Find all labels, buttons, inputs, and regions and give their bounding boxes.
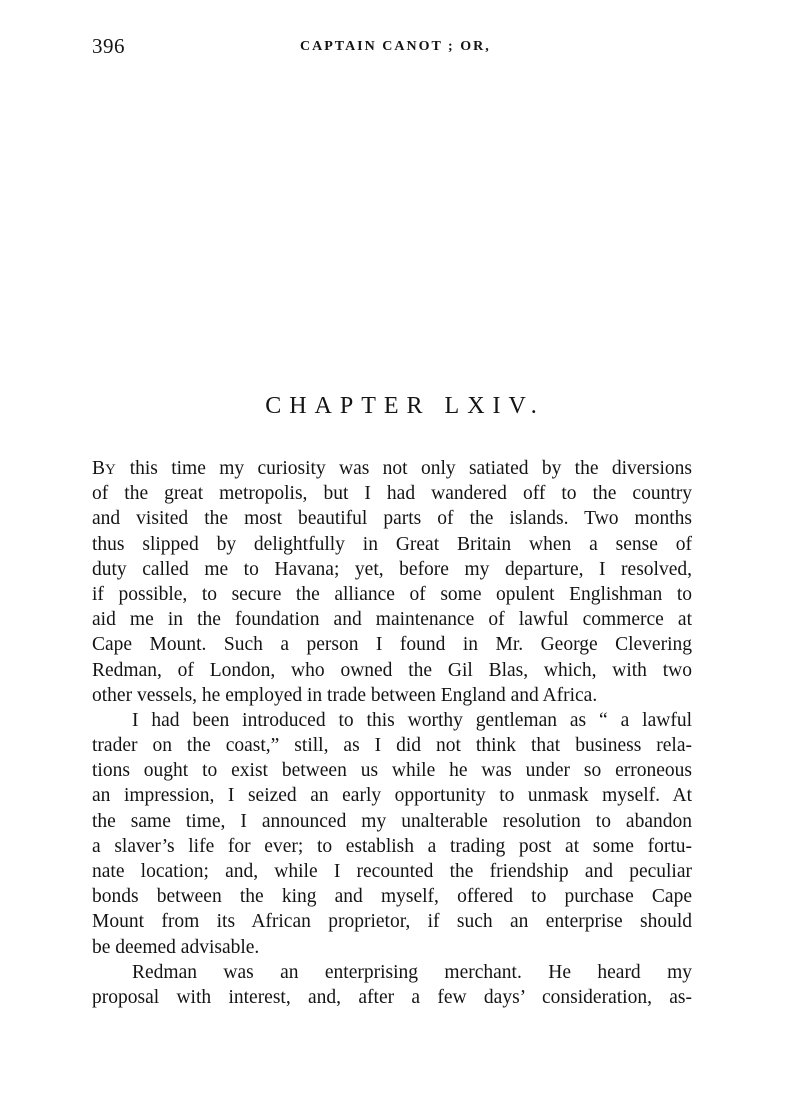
text-line: an impression, I seized an early opportunity to unmask myself. At — [92, 785, 692, 807]
text-line: proposal with interest, and, after a few days’ consideration, as- — [92, 986, 692, 1008]
text-line: Mount from its African proprietor, if such an enterprise should — [92, 911, 692, 933]
text-line: trader on the coast,” still, as I did not think that business rela- — [92, 735, 692, 757]
text-line: if possible, to secure the alliance of some opulent Englishman to — [92, 583, 692, 605]
text-line: aid me in the foundation and maintenance of lawful commerce at — [92, 609, 692, 631]
text-line: thus slipped by delightfully in Great Britain when a sense of — [92, 533, 692, 555]
text-line: tions ought to exist between us while he was under so erroneous — [92, 760, 692, 782]
text-line: I had been introduced to this worthy gentleman as “ a lawful — [132, 709, 692, 731]
text-line: the same time, I announced my unalterable resolution to abandon — [92, 810, 692, 832]
text-line: of the great metropolis, but I had wandered off to the country — [92, 483, 692, 505]
text-line: Redman was an enterprising merchant. He heard my — [132, 961, 692, 983]
text-line: duty called me to Havana; yet, before my departure, I resolved, — [92, 558, 692, 580]
text-line: and visited the most beautiful parts of the islands. Two months — [92, 508, 692, 530]
text-line: bonds between the king and myself, offered to purchase Cape — [92, 886, 692, 908]
text-line: be deemed advisable. — [92, 936, 260, 958]
drop-initial: B — [92, 458, 106, 479]
text-line: a slaver’s life for ever; to establish a trading post at some fortu- — [92, 835, 692, 857]
text-line: other vessels, he employed in trade between England and Africa. — [92, 684, 598, 706]
line-text: this time my curiosity was not only satiated by the diversions — [116, 458, 692, 479]
small-caps: Y — [105, 462, 117, 478]
running-head: CAPTAIN CANOT ; OR, — [300, 39, 491, 54]
chapter-body — [92, 456, 692, 1010]
text-line: Cape Mount. Such a person I found in Mr. George Clevering — [92, 634, 692, 656]
text-line: nate location; and, while I recounted the friendship and peculiar — [92, 861, 692, 882]
page-number: 396 — [92, 34, 125, 58]
page-header — [92, 34, 692, 64]
text-line: Redman, of London, who owned the Gil Blas, which, with two — [92, 659, 692, 681]
chapter-title: CHAPTER LXIV. — [265, 393, 545, 419]
text-line — [92, 456, 692, 481]
